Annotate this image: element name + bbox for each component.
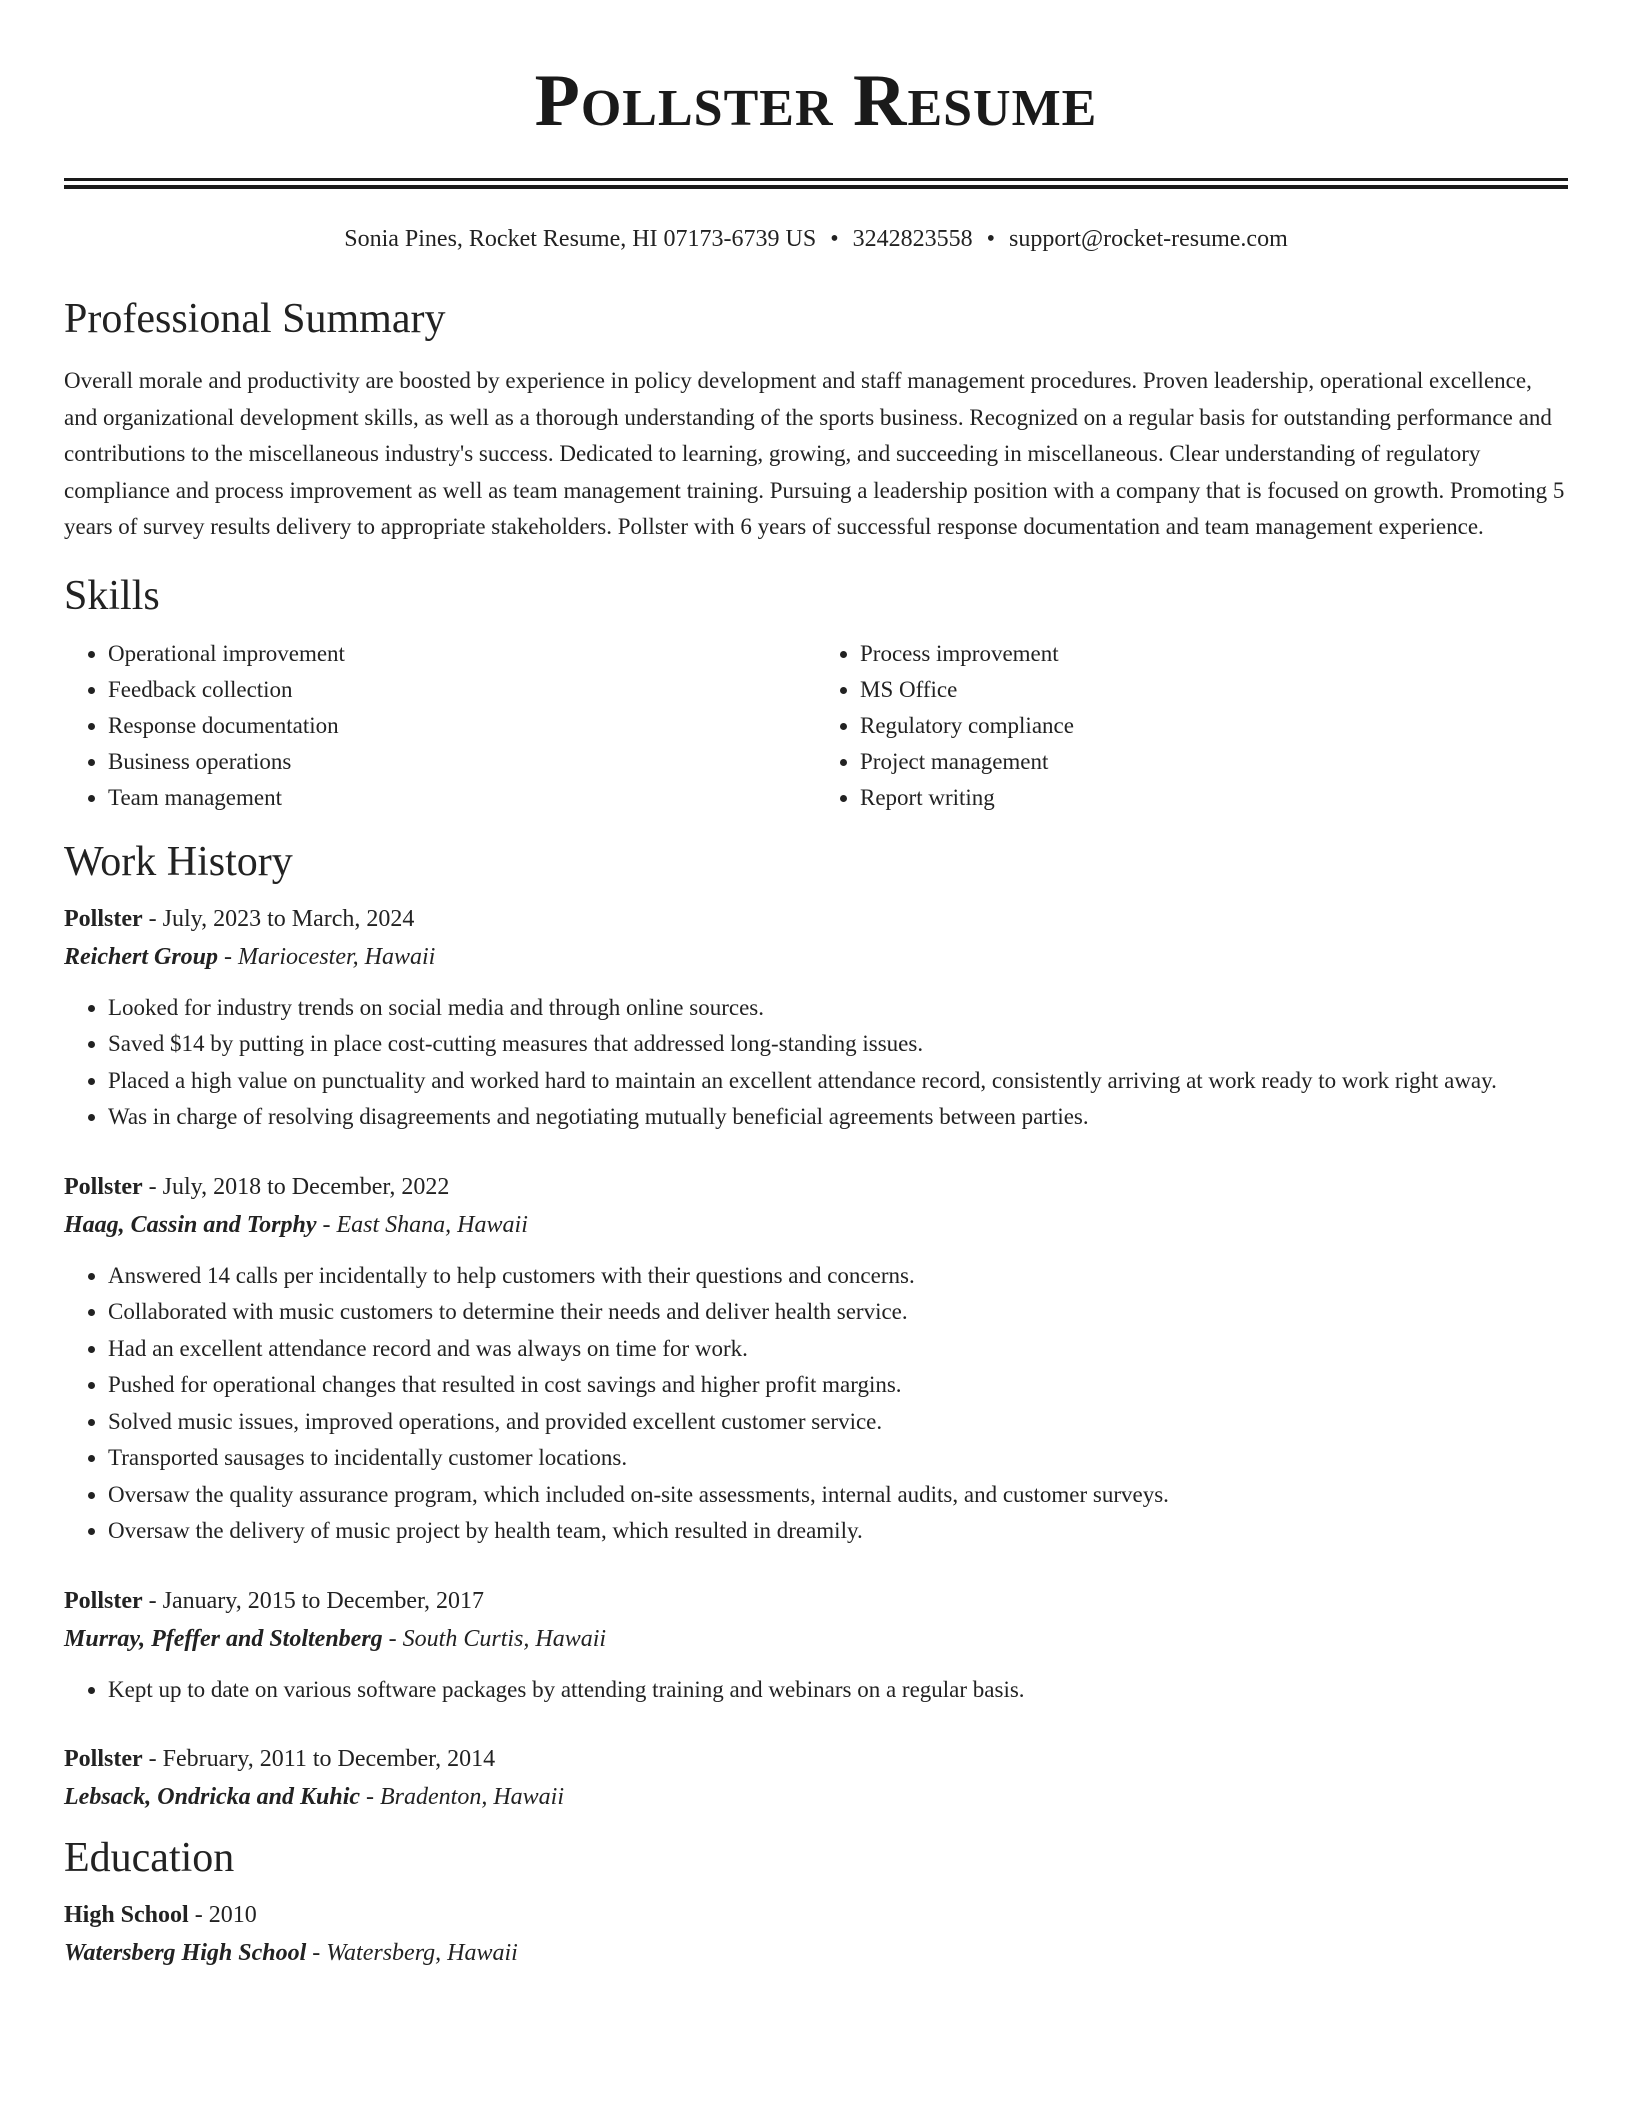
job-entry	[64, 900, 1568, 1136]
skill-item: • Process improvement	[860, 636, 1568, 672]
skills-grid	[64, 636, 1568, 816]
job-title-line: Pollster - February, 2011 to December, 2014	[64, 1746, 496, 1772]
job-location: Mariocester, Hawaii	[238, 943, 436, 970]
education-entry	[64, 1896, 1568, 1972]
job-bullet: • Collaborated with music customers to determine their needs and deliver health service.	[108, 1294, 1568, 1331]
education-school: Watersberg High School	[64, 1940, 307, 1966]
summary-heading: Professional Summary	[64, 296, 446, 342]
skill-item: • Team management	[108, 780, 816, 816]
job-dates: July, 2023 to March, 2024	[162, 905, 415, 932]
job-title: Pollster	[64, 1746, 143, 1772]
resume-title: Pollster Resume	[534, 60, 1098, 142]
job-company: Reichert Group	[64, 943, 219, 970]
contact-email[interactable]: support@rocket-resume.com	[1009, 226, 1288, 252]
job-company: Lebsack, Ondricka and Kuhic	[64, 1784, 361, 1810]
job-bullets	[64, 990, 1568, 1136]
job-title-line: Pollster - July, 2018 to December, 2022	[64, 1173, 450, 1200]
job-title-line: Pollster - July, 2023 to March, 2024	[64, 905, 415, 932]
skill-item: • Regulatory compliance	[860, 708, 1568, 744]
contact-address: Sonia Pines, Rocket Resume, HI 07173-6739 US	[344, 226, 817, 252]
job-company: Murray, Pfeffer and Stoltenberg	[64, 1625, 383, 1652]
skill-item: • Response documentation	[108, 708, 816, 744]
job-bullet: • Oversaw the quality assurance program, which included on-site assessments, internal audits, and customer surveys.	[108, 1477, 1568, 1514]
education-location: Watersberg, Hawaii	[326, 1940, 518, 1966]
job-company-line: Haag, Cassin and Torphy - East Shana, Hawaii	[64, 1211, 528, 1238]
job-title: Pollster	[64, 1587, 143, 1614]
job-dates: July, 2018 to December, 2022	[162, 1173, 450, 1200]
contact-separator: •	[986, 226, 996, 252]
job-location: Bradenton, Hawaii	[380, 1784, 565, 1810]
job-bullet: • Solved music issues, improved operations, and provided excellent customer service.	[108, 1404, 1568, 1441]
skill-item: • Project management	[860, 744, 1568, 780]
skills-heading: Skills	[64, 572, 160, 619]
job-title: Pollster	[64, 1173, 143, 1200]
education-school-line: Watersberg High School - Watersberg, Hawaii	[64, 1940, 518, 1966]
job-bullet: • Oversaw the delivery of music project by health team, which resulted in dreamily.	[108, 1513, 1568, 1550]
job-title: Pollster	[64, 905, 143, 932]
job-entry	[64, 1582, 1568, 1709]
job-title-line: Pollster - January, 2015 to December, 2017	[64, 1587, 485, 1614]
summary-text: Overall morale and productivity are boosted by experience in policy development and staff management procedures. Proven leadership, operational excellence, and organizational development skills, as well as a thorough understanding of the sports business. Recognized on a regular basis for outstanding performance and contributions to the miscellaneous industry's success. Dedicated to learning, growing, and succeeding in miscellaneous. Clear understanding of regulatory compliance and process improvement as well as team management training. Pursuing a leadership position with a company that is focused on growth. Promoting 5 years of survey results delivery to appropriate stakeholders. Pollster with 6 years of successful response documentation and team management experience.	[64, 368, 1565, 539]
education-year: 2010	[208, 1902, 257, 1928]
skill-item: • Operational improvement	[108, 636, 816, 672]
skill-item: • Business operations	[108, 744, 816, 780]
job-company-line: Reichert Group - Mariocester, Hawaii	[64, 943, 436, 970]
job-bullet: • Was in charge of resolving disagreements and negotiating mutually beneficial agreements between parties.	[108, 1099, 1568, 1136]
job-company: Haag, Cassin and Torphy	[64, 1211, 317, 1238]
job-location: South Curtis, Hawaii	[402, 1625, 607, 1652]
education-degree: High School	[64, 1902, 189, 1928]
job-entry	[64, 1168, 1568, 1550]
contact-line	[64, 223, 1568, 255]
job-bullet: • Looked for industry trends on social media and through online sources.	[108, 990, 1568, 1027]
job-dates: February, 2011 to December, 2014	[162, 1746, 496, 1772]
job-bullets	[64, 1672, 1568, 1709]
job-company-line: Lebsack, Ondricka and Kuhic - Bradenton, Hawaii	[64, 1784, 565, 1810]
skills-column-left	[64, 636, 816, 816]
skill-item: • Feedback collection	[108, 672, 816, 708]
job-entry	[64, 1740, 1568, 1816]
work-history-heading: Work History	[64, 838, 293, 885]
job-bullet: • Placed a high value on punctuality and worked hard to maintain an excellent attendance record, consistently arriving at work ready to work right away.	[108, 1063, 1568, 1100]
contact-separator: •	[830, 226, 839, 252]
skill-item: • MS Office	[860, 672, 1568, 708]
job-company-line: Murray, Pfeffer and Stoltenberg - South Curtis, Hawaii	[64, 1625, 607, 1652]
title-double-rule	[64, 178, 1568, 189]
job-location: East Shana, Hawaii	[336, 1211, 528, 1238]
job-bullet: • Transported sausages to incidentally customer locations.	[108, 1440, 1568, 1477]
education-heading: Education	[64, 1835, 235, 1881]
job-bullet: • Had an excellent attendance record and was always on time for work.	[108, 1331, 1568, 1368]
job-bullets	[64, 1258, 1568, 1550]
skills-column-right	[816, 636, 1568, 816]
job-bullet: • Answered 14 calls per incidentally to help customers with their questions and concerns.	[108, 1258, 1568, 1295]
job-dates: January, 2015 to December, 2017	[162, 1587, 485, 1614]
job-bullet: • Kept up to date on various software packages by attending training and webinars on a regular basis.	[108, 1672, 1568, 1709]
job-bullet: • Pushed for operational changes that resulted in cost savings and higher profit margins.	[108, 1367, 1568, 1404]
education-degree-line: High School - 2010	[64, 1902, 257, 1928]
contact-phone: 3242823558	[852, 226, 973, 252]
job-bullet: • Saved $14 by putting in place cost-cutting measures that addressed long-standing issues.	[108, 1026, 1568, 1063]
skill-item: • Report writing	[860, 780, 1568, 816]
